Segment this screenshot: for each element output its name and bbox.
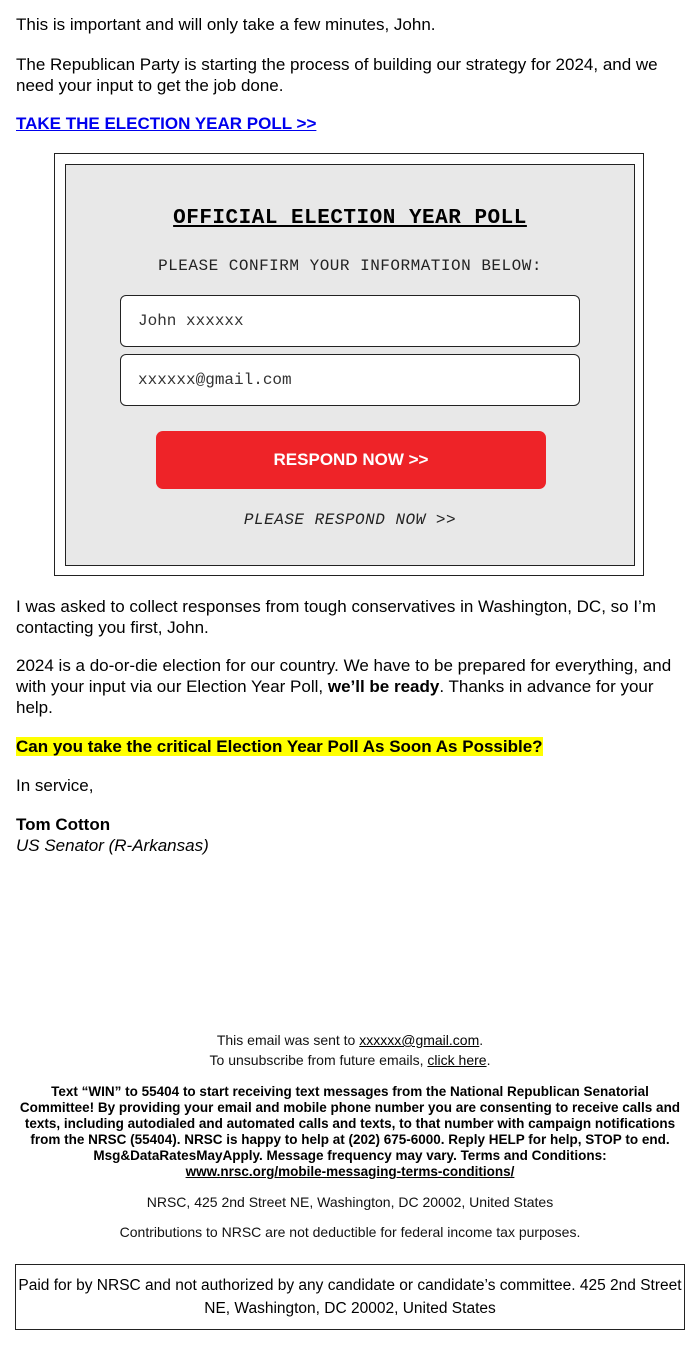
name-field[interactable]: John xxxxxx <box>120 295 580 347</box>
signature-name: Tom Cotton <box>16 815 111 834</box>
sent-prefix: This email was sent to <box>216 1032 360 1048</box>
sent-suffix: . <box>479 1032 484 1048</box>
unsub-suffix: . <box>486 1052 491 1068</box>
sms-text: Text “WIN” to 55404 to start receiving text messages from the National Republican Senatorial Committee! By providing your email and mobile phone number you are consenting to receive calls and texts, including autodialed and automated calls and texts, to that number with campaign notifications from the NRSC (55404). NRSC is happy to help at (202) 675-6000. Reply HELP for help, STOP to end. Msg&DataRatesMayApply. Message frequency may vary. Terms and Conditions: <box>19 1084 681 1163</box>
paid-for-box: Paid for by NRSC and not authorized by any candidate or candidate’s committee. 425 2nd Street NE, Washington, DC 20002, United States <box>15 1264 685 1330</box>
unsubscribe-link[interactable]: click here <box>427 1052 487 1068</box>
address-line: NRSC, 425 2nd Street NE, Washington, DC 20002, United States <box>146 1194 554 1210</box>
tax-note: Contributions to NRSC are not deductible for federal income tax purposes. <box>119 1224 581 1240</box>
terms-link[interactable]: www.nrsc.org/mobile-messaging-terms-conditions/ <box>185 1164 515 1179</box>
intro-text: This is important and will only take a few minutes, John. <box>16 15 436 34</box>
do-or-die-paragraph <box>16 655 684 718</box>
highlight-question: Can you take the critical Election Year Poll As Soon As Possible? <box>16 737 543 756</box>
sms-disclaimer <box>18 1084 682 1180</box>
collect-responses-paragraph: I was asked to collect responses from tough conservatives in Washington, DC, so I’m contacting you first, John. <box>16 597 656 637</box>
respond-now-button[interactable]: RESPOND NOW >> <box>156 431 546 489</box>
poll-box[interactable] <box>65 164 635 566</box>
take-poll-link[interactable]: TAKE THE ELECTION YEAR POLL >> <box>16 114 317 133</box>
poll-subtitle: PLEASE CONFIRM YOUR INFORMATION BELOW: <box>158 257 542 275</box>
ready-bold: we’ll be ready <box>327 677 440 696</box>
highlight-paragraph <box>16 736 684 757</box>
sent-to-line <box>16 1030 684 1050</box>
signature-title: US Senator (R-Arkansas) <box>16 836 209 855</box>
poll-title: OFFICIAL ELECTION YEAR POLL <box>173 207 527 230</box>
strategy-paragraph: The Republican Party is starting the process of building our strategy for 2024, and we need your input to get the job done. <box>16 55 658 95</box>
email-field[interactable]: xxxxxx@gmail.com <box>120 354 580 406</box>
do-or-die-text: 2024 is a do-or-die election for our country. We have to be prepared for everything, and with your input via our Election Year Poll, <box>16 656 672 696</box>
thanks-text: . Thanks in advance for your help. <box>16 677 654 717</box>
unsubscribe-line <box>16 1050 684 1070</box>
sent-email-link[interactable]: xxxxxx@gmail.com <box>359 1032 480 1048</box>
unsub-prefix: To unsubscribe from future emails, <box>209 1052 428 1068</box>
please-respond-link[interactable]: PLEASE RESPOND NOW >> <box>243 511 457 529</box>
closing-text: In service, <box>16 776 94 795</box>
